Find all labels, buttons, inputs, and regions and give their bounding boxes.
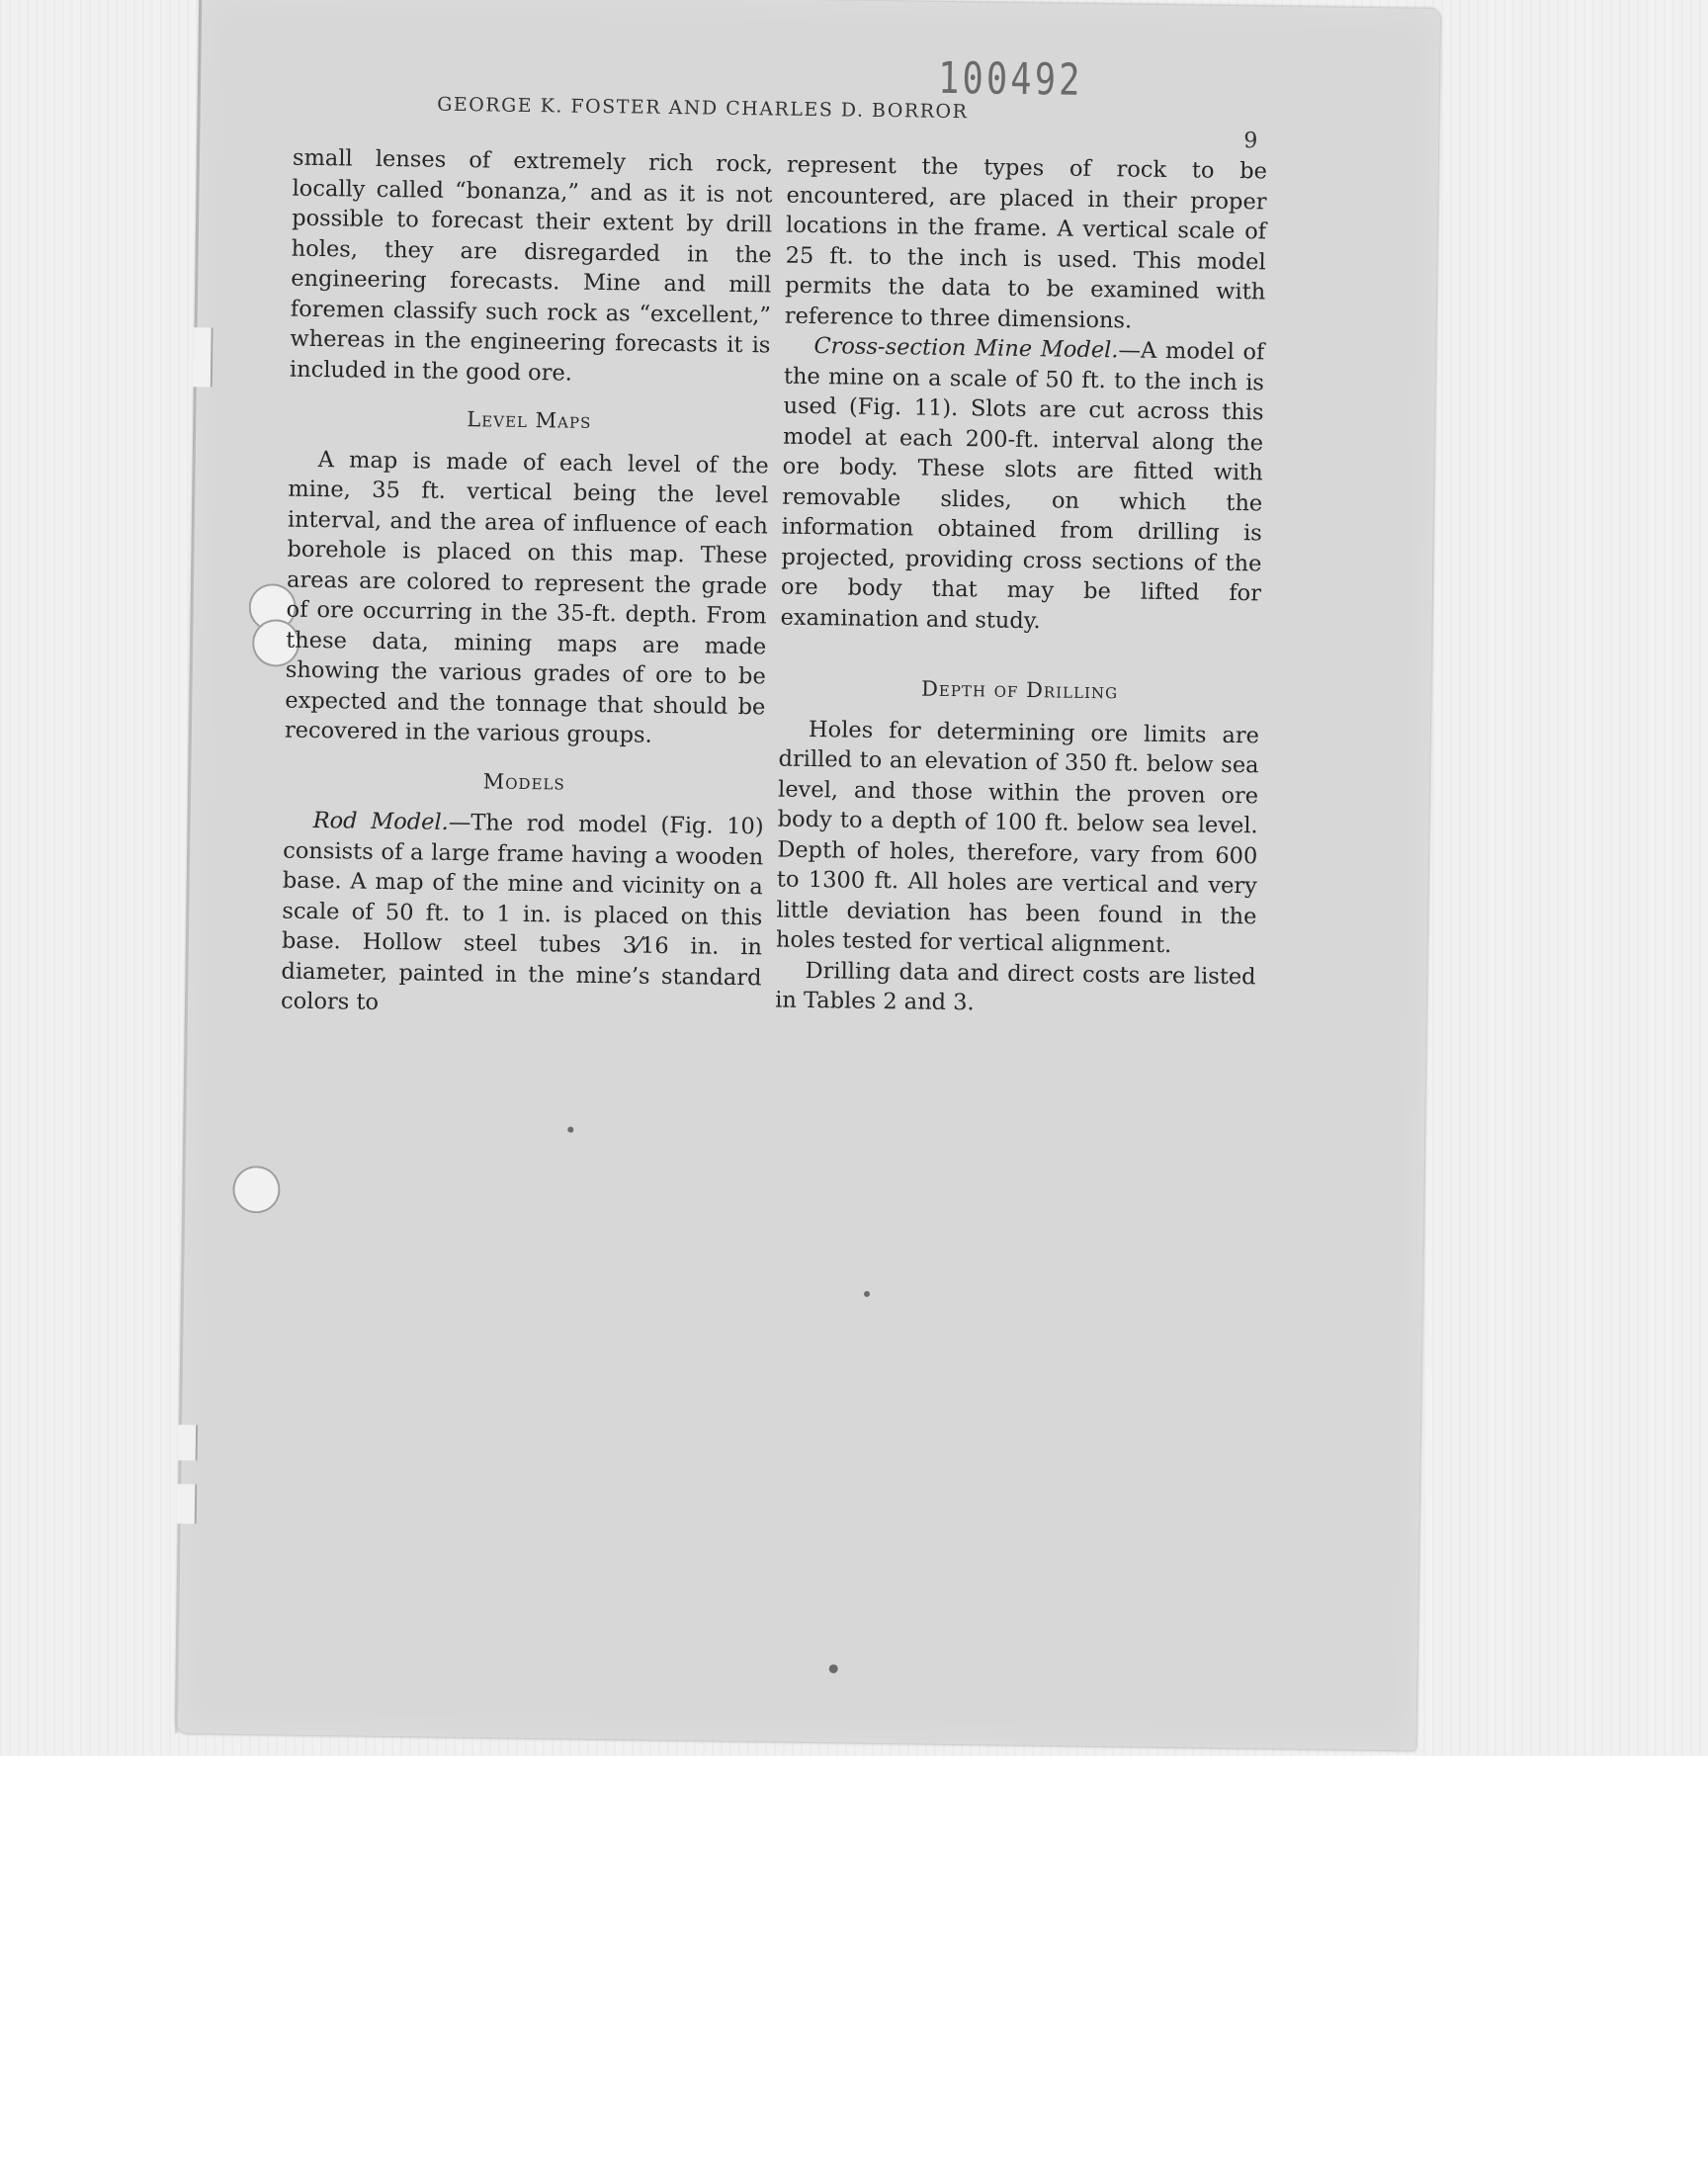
- left-column: [281, 143, 773, 1023]
- section-heading-level-maps: Level Maps: [467, 407, 592, 433]
- binder-hole-middle: [232, 1166, 281, 1214]
- paper-speck: [567, 1127, 573, 1133]
- right-column: [775, 150, 1267, 1022]
- paragraph-rod-model-text: —The rod model (Fig. 10) consists of a large frame having a wooden base. A map of the mine and vicinity on a scale of 50 ft. to 1 in. is placed on this base. Hollow steel tubes 3⁄16 in. in diameter, painted in the mine’s standard colors to: [280, 809, 764, 1015]
- torn-edge-notch: [193, 327, 214, 387]
- paper-speck: [829, 1664, 838, 1673]
- torn-edge-notch: [177, 1484, 198, 1523]
- torn-edge-notch: [178, 1425, 199, 1460]
- document-number-stamp: 100492: [937, 52, 1083, 106]
- paragraph-depth-of-drilling: Holes for determining ore limits are drilled to an elevation of 350 ft. below sea level, and those within the proven ore body to a depth of 100 ft. below sea level. Depth of holes, therefore, vary from 600 to 1300 ft. All holes are vertical and very little deviation has been found in the holes tested for vertical alignment.: [775, 716, 1260, 959]
- paragraph-cross-section: [780, 331, 1264, 640]
- paragraph-level-maps: A map is made of each level of the mine, 35 ft. vertical being the level interval, and the area of influence of each borehole is placed on this map. These areas are colored to represent the grade of ore occurring in the 35-ft. depth. From these data, mining maps are made showing the various grades of ore to be expected and the tonnage that should be recovered in the various groups.: [284, 446, 769, 748]
- running-head: GEORGE K. FOSTER AND CHARLES D. BORROR: [436, 93, 969, 124]
- section-heading-depth-of-drilling: Depth of Drilling: [920, 676, 1119, 704]
- section-heading-models: Models: [482, 768, 565, 795]
- run-in-heading-rod-model: Rod Model.: [312, 808, 449, 835]
- paragraph-continued: represent the types of rock to be encountered, are placed in their proper locations in the frame. A vertical scale of 25 ft. to the inch is used. This model permits the data to be examined with reference to three dimensions.: [784, 151, 1268, 334]
- run-in-heading-cross-section: Cross-section Mine Model.: [813, 333, 1119, 364]
- paragraph-tables: Drilling data and direct costs are listed in Tables 2 and 3.: [774, 957, 1256, 1016]
- paragraph-rod-model: [281, 806, 764, 1023]
- paper-speck: [864, 1291, 870, 1297]
- paragraph-cross-section-text: —A model of the mine on a scale of 50 ft. to the inch is used (Fig. 11). Slots are cut across this model at each 200-ft. interval along the ore body. These slots are fitted with removable slides, on which the information obtained from drilling is projected, providing cross sections of the ore body that may be lifted for examination and study.: [780, 337, 1265, 634]
- document-page: [176, 0, 1440, 1751]
- paragraph-continued: small lenses of extremely rich rock, locally called “bonanza,” and as it is not possible to forecast their extent by drill holes, they are disregarded in the engineering forecasts. Mine and mill foremen classify such rock as “excellent,” whereas in the engineering forecasts it is included in the good ore.: [289, 144, 774, 387]
- page-number: 9: [1243, 129, 1258, 154]
- scanner-bed-margin: [0, 1756, 1708, 2175]
